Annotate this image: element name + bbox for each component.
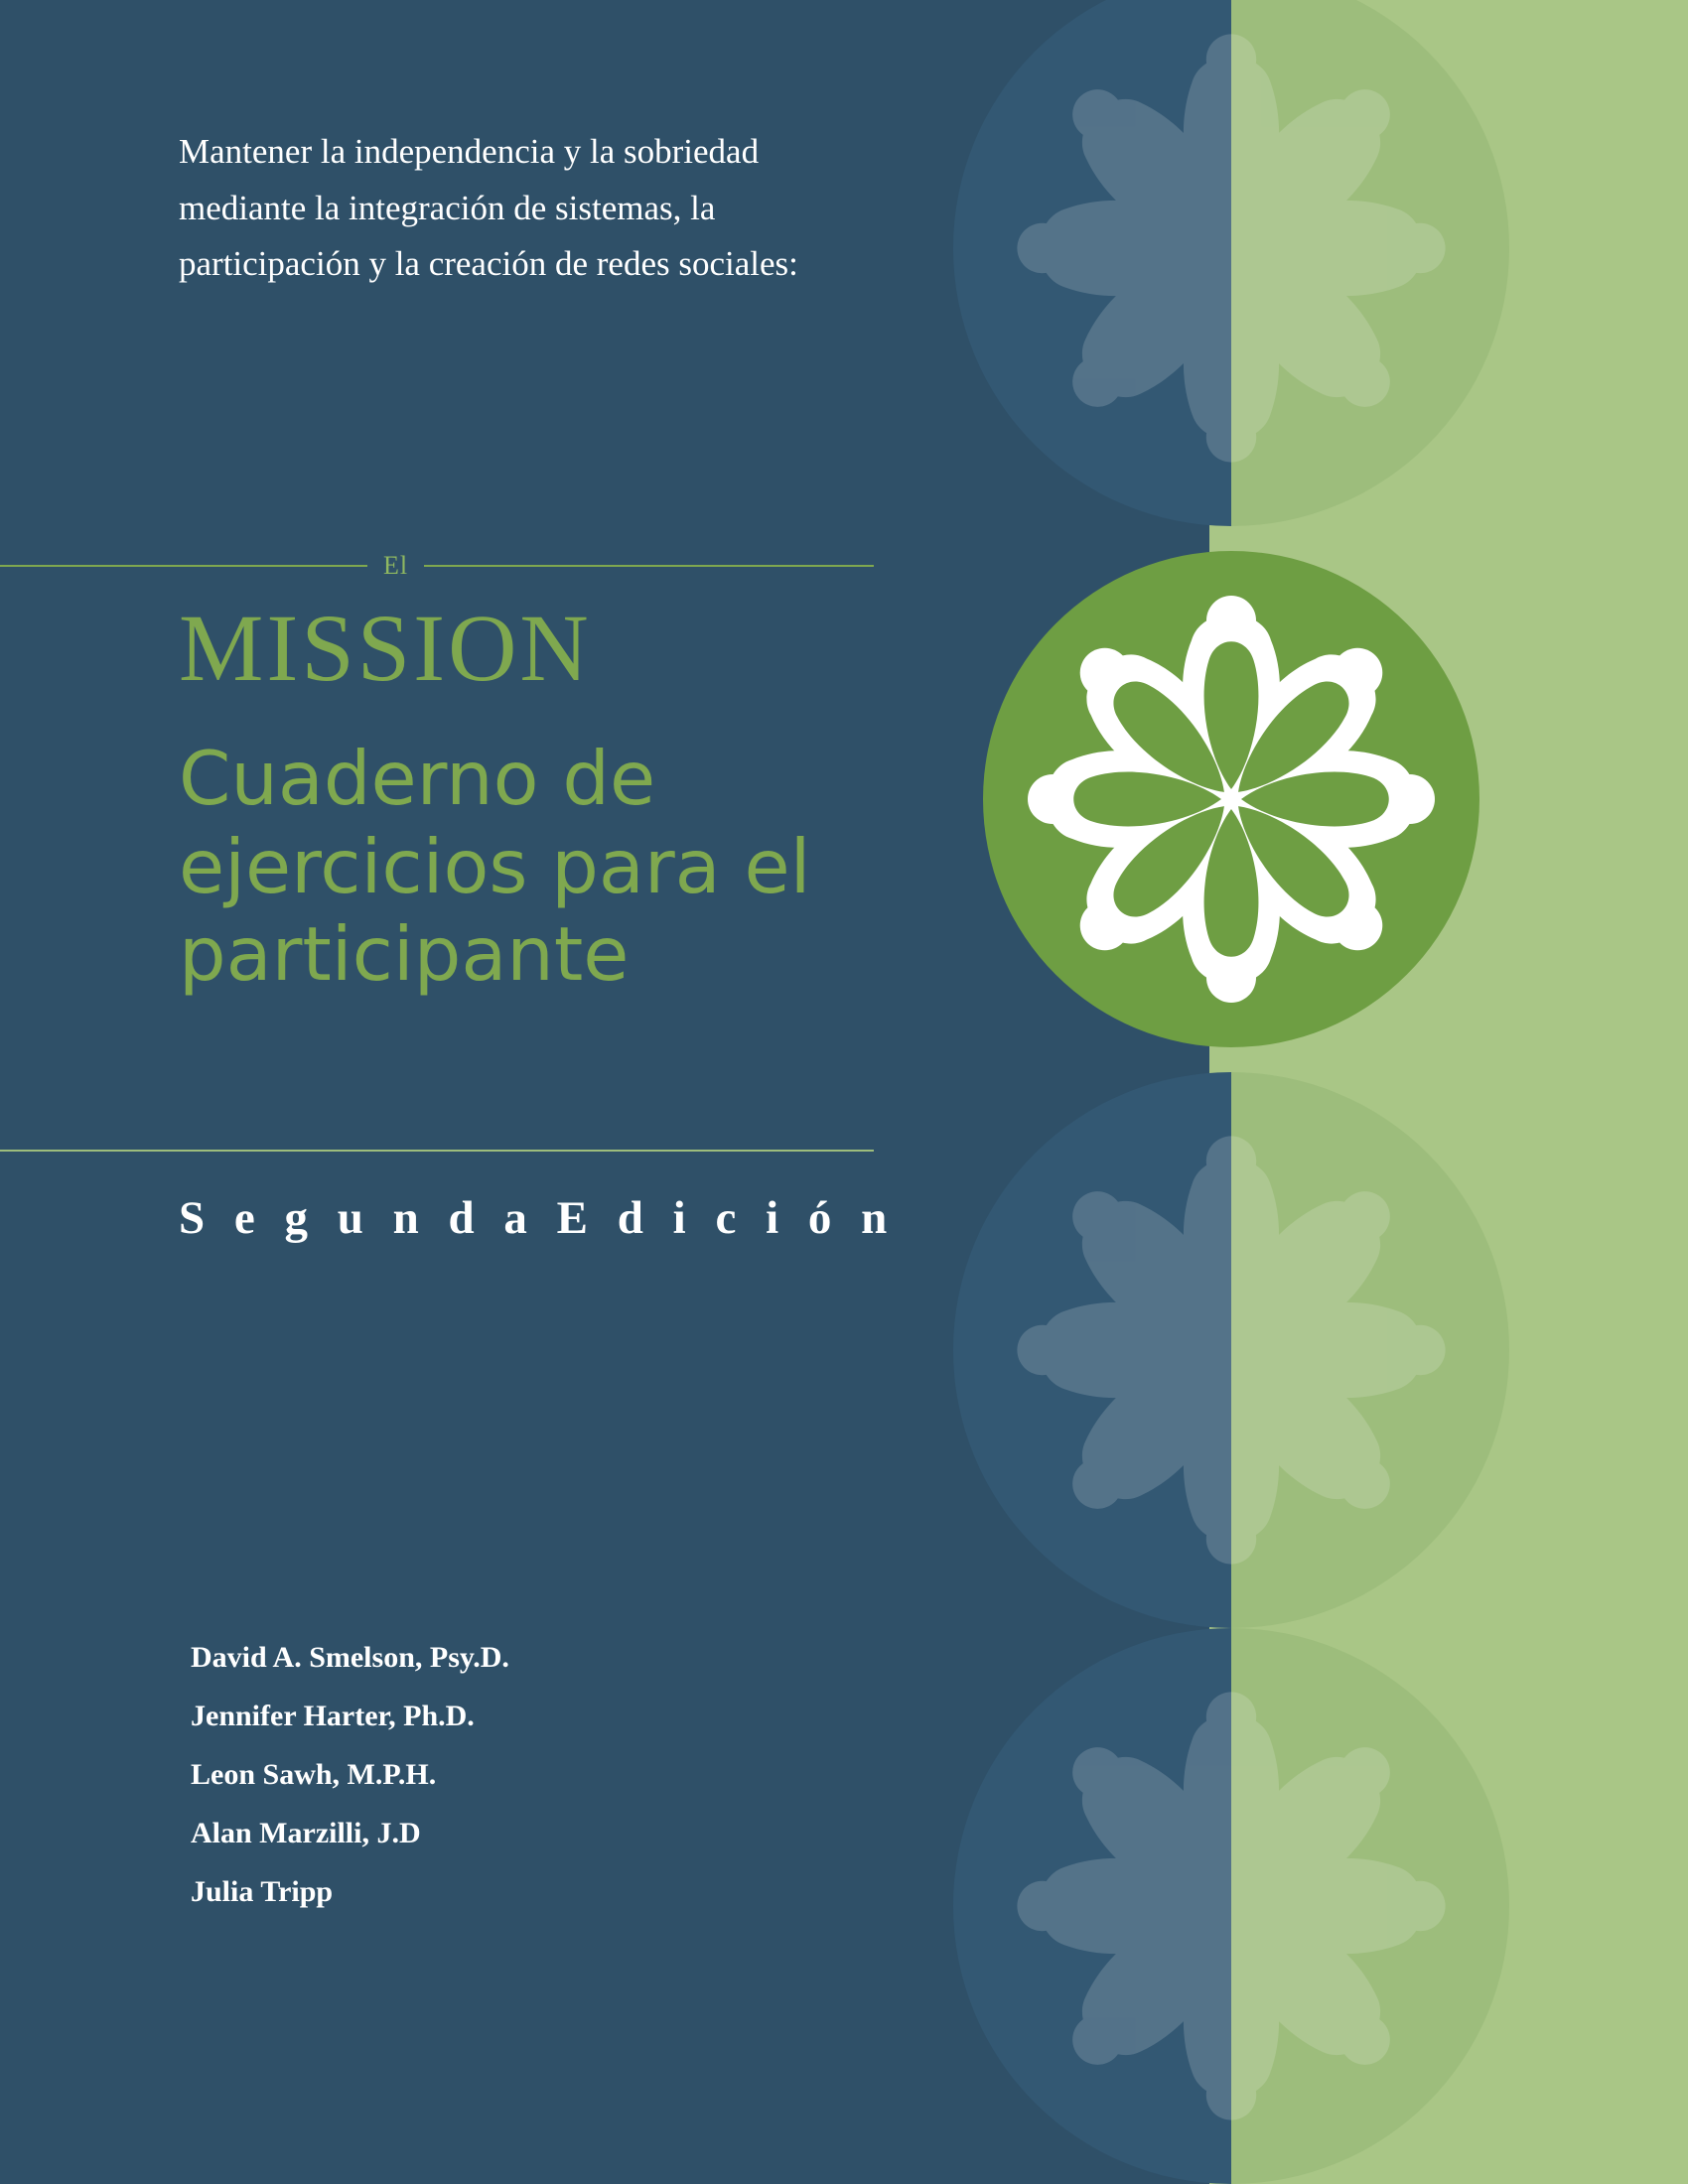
mission-rosette-icon: [983, 551, 1479, 1047]
page-subtitle: Cuaderno de ejercicios para el participante: [179, 735, 811, 998]
author-list: [191, 1643, 509, 1936]
title-underline-rule: [0, 1150, 874, 1152]
list-item: Alan Marzilli, J.D: [191, 1817, 421, 1849]
page-title: MISSION: [179, 595, 592, 701]
rosette-icon: [953, 1628, 1509, 2184]
mission-logo: [983, 551, 1479, 1047]
rosette-icon: [953, 1072, 1509, 1628]
rule-left: [0, 565, 367, 567]
decorative-rosette-bottom: [953, 1628, 1509, 2184]
list-item: Julia Tripp: [191, 1875, 334, 1908]
cover-subtitle: Mantener la independencia y la sobriedad mediante la integración de sistemas, la participación y la creación de redes sociales:: [179, 132, 798, 284]
edition-label: S e g u n d a E d i c i ó n: [179, 1192, 897, 1244]
list-item: Jennifer Harter, Ph.D.: [191, 1700, 475, 1732]
title-rule-row: [0, 551, 874, 580]
list-item: Leon Sawh, M.P.H.: [191, 1758, 437, 1791]
decorative-rosette-middle: [953, 1072, 1509, 1628]
rosette-icon: [953, 0, 1509, 526]
rule-right: [424, 565, 874, 567]
article-word: El: [383, 551, 409, 580]
decorative-rosette-top: [953, 0, 1509, 526]
list-item: David A. Smelson, Psy.D.: [191, 1641, 509, 1674]
